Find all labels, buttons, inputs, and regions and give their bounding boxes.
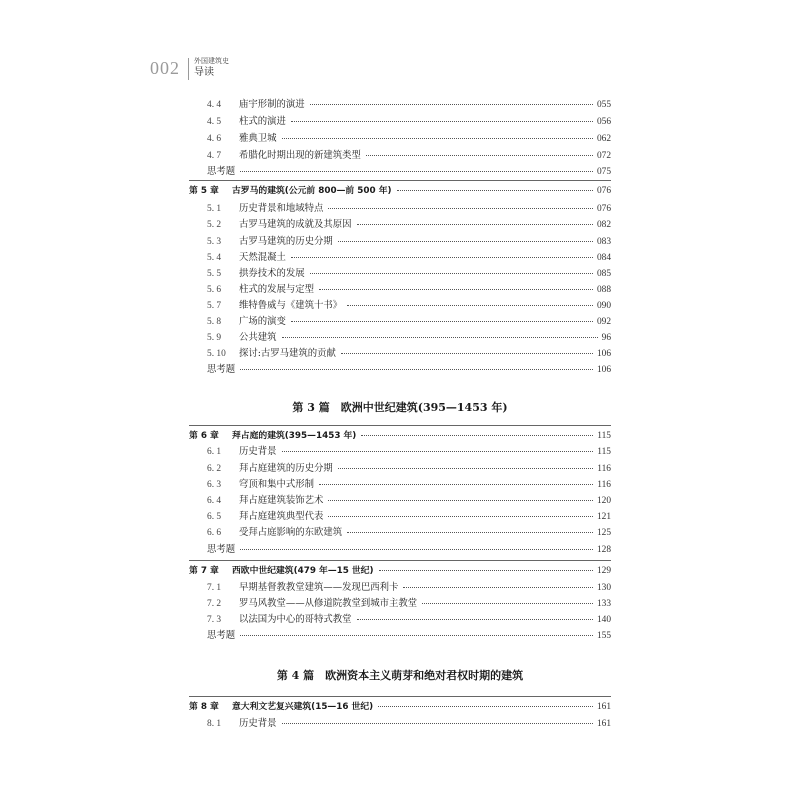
chapter-entry[interactable] [0,563,800,579]
entry-page-number: 121 [596,512,611,522]
section-number: 5. 3 [207,237,222,247]
chapter-rule [189,180,611,181]
section-number: 5. 1 [207,204,222,214]
section-number: 6. 4 [207,496,222,506]
section-number: 6. 5 [207,512,222,522]
entry-title: 意大利文艺复兴建筑(15—16 世纪) [232,702,374,712]
section-entry[interactable] [0,298,800,314]
leader-dots [282,138,593,139]
entry-title: 庙宇形制的演进 [239,99,305,110]
leader-dots [291,257,593,258]
entry-page-number: 133 [596,599,611,609]
entry-page-number: 125 [596,528,611,538]
section-number: 7. 2 [207,599,222,609]
chapter-number: 第 6 章 [189,431,219,441]
section-entry[interactable] [0,201,800,217]
entry-title: 柱式的演进 [239,116,286,127]
section-number: 6. 1 [207,447,222,457]
section-entry[interactable] [0,461,800,477]
entry-page-number: 106 [596,365,611,375]
section-entry[interactable] [0,97,800,113]
entry-title: 广场的演变 [239,316,286,327]
entry-page-number: 085 [596,269,611,279]
section-entry[interactable] [0,314,800,330]
header-divider [188,58,189,80]
entry-page-number: 055 [596,100,611,110]
leader-dots [282,723,593,724]
leader-dots [240,635,593,636]
entry-title: 探讨:古罗马建筑的贡献 [239,348,336,359]
questions-entry[interactable] [0,628,800,644]
entry-title: 拱券技术的发展 [239,268,305,279]
entry-title: 雅典卫城 [239,133,277,144]
leader-dots [397,190,593,191]
section-entry[interactable] [0,266,800,282]
section-entry[interactable] [0,131,800,147]
entry-page-number: 155 [596,631,611,641]
entry-page-number: 161 [596,719,611,729]
section-number: 6. 6 [207,528,222,538]
leader-dots [282,451,593,452]
chapter-entry[interactable] [0,428,800,444]
entry-title: 古罗马建筑的成就及其原因 [239,219,352,230]
entry-page-number: 056 [596,117,611,127]
entry-page-number: 106 [596,349,611,359]
leader-dots [422,603,593,604]
section-number: 5. 7 [207,301,222,311]
entry-page-number: 082 [596,220,611,230]
entry-page-number: 083 [596,237,611,247]
leader-dots [361,435,593,436]
entry-page-number: 092 [596,317,611,327]
entry-page-number: 090 [596,301,611,311]
section-entry[interactable] [0,444,800,460]
entry-title: 拜占庭的建筑(395—1453 年) [232,431,357,441]
leader-dots [403,587,593,588]
entry-title: 思考题 [207,544,236,555]
part-heading-4: 第 4 篇 欧洲资本主义萌芽和绝对君权时期的建筑 [276,669,524,682]
entry-title: 古罗马建筑的历史分期 [239,236,333,247]
section-entry[interactable] [0,493,800,509]
leader-dots [338,241,593,242]
leader-dots [357,619,593,620]
section-number: 5. 4 [207,253,222,263]
leader-dots [240,549,593,550]
entry-page-number: 115 [597,447,611,457]
chapter-entry[interactable] [0,183,800,199]
entry-title: 拜占庭建筑装饰艺术 [239,495,324,506]
entry-title: 思考题 [207,364,236,375]
book-title: 外国建筑史 [194,57,229,65]
section-entry[interactable] [0,148,800,164]
entry-page-number: 116 [597,464,611,474]
entry-title: 拜占庭建筑典型代表 [239,511,324,522]
leader-dots [347,532,593,533]
entry-page-number: 128 [596,545,611,555]
leader-dots [378,706,593,707]
entry-page-number: 130 [596,583,611,593]
section-number: 5. 2 [207,220,222,230]
chapter-number: 第 8 章 [189,702,219,712]
leader-dots [347,305,593,306]
section-number: 7. 3 [207,615,222,625]
leader-dots [328,208,593,209]
chapter-number: 第 7 章 [189,566,219,576]
entry-page-number: 062 [596,134,611,144]
section-entry[interactable] [0,114,800,130]
section-number: 5. 8 [207,317,222,327]
section-entry[interactable] [0,596,800,612]
entry-page-number: 072 [596,151,611,161]
entry-title: 穹顶和集中式形制 [239,479,315,490]
chapter-number: 第 5 章 [189,186,219,196]
leader-dots [341,353,593,354]
chapter-rule [189,425,611,426]
entry-title: 天然混凝土 [239,252,286,263]
section-number: 4. 7 [207,151,222,161]
leader-dots [319,484,593,485]
section-entry[interactable] [0,217,800,233]
entry-title: 以法国为中心的哥特式教堂 [239,614,352,625]
section-entry[interactable] [0,330,800,346]
leader-dots [379,570,593,571]
section-number: 6. 2 [207,464,222,474]
leader-dots [240,369,593,370]
entry-title: 西欧中世纪建筑(479 年—15 世纪) [232,566,374,576]
entry-page-number: 120 [596,496,611,506]
part-heading-3: 第 3 篇 欧洲中世纪建筑(395—1453 年) [292,401,508,414]
entry-page-number: 076 [596,186,611,196]
leader-dots [328,516,593,517]
questions-entry[interactable] [0,542,800,558]
entry-title: 思考题 [207,166,236,177]
section-number: 5. 9 [207,333,222,343]
entry-page-number: 129 [596,566,611,576]
section-number: 6. 3 [207,480,222,490]
section-entry[interactable] [0,346,800,362]
entry-page-number: 076 [596,204,611,214]
entry-title: 受拜占庭影响的东欧建筑 [239,527,343,538]
section-number: 5. 5 [207,269,222,279]
entry-page-number: 96 [601,333,611,343]
entry-page-number: 088 [596,285,611,295]
section-title: 导读 [194,67,214,78]
section-entry[interactable] [0,250,800,266]
leader-dots [310,104,593,105]
entry-title: 希腊化时期出现的新建筑类型 [239,150,361,161]
entry-title: 柱式的发展与定型 [239,284,315,295]
leader-dots [357,224,593,225]
entry-title: 早期基督教教堂建筑——发现巴西利卡 [239,582,399,593]
leader-dots [282,337,598,338]
entry-title: 拜占庭建筑的历史分期 [239,463,333,474]
section-entry[interactable] [0,525,800,541]
entry-title: 历史背景和地域特点 [239,203,324,214]
entry-page-number: 140 [596,615,611,625]
section-entry[interactable] [0,282,800,298]
page-number: 002 [150,58,180,78]
section-number: 5. 10 [207,349,226,359]
entry-title: 历史背景 [239,718,277,729]
leader-dots [319,289,593,290]
section-entry[interactable] [0,477,800,493]
section-number: 5. 6 [207,285,222,295]
leader-dots [366,155,593,156]
entry-page-number: 161 [596,702,611,712]
entry-title: 维特鲁威与《建筑十书》 [239,300,343,311]
questions-entry[interactable] [0,362,800,378]
entry-title: 思考题 [207,630,236,641]
entry-title: 古罗马的建筑(公元前 800—前 500 年) [232,186,392,196]
section-number: 7. 1 [207,583,222,593]
entry-page-number: 075 [596,167,611,177]
leader-dots [291,321,593,322]
section-number: 4. 6 [207,134,222,144]
section-entry[interactable] [0,580,800,596]
entry-page-number: 116 [597,480,611,490]
chapter-rule [189,560,611,561]
entry-page-number: 115 [597,431,611,441]
questions-entry[interactable] [0,164,800,180]
entry-page-number: 084 [596,253,611,263]
entry-title: 罗马风教堂——从修道院教堂到城市主教堂 [239,598,418,609]
section-entry[interactable] [0,612,800,628]
leader-dots [338,468,593,469]
chapter-entry[interactable] [0,699,800,715]
section-number: 8. 1 [207,719,222,729]
entry-title: 历史背景 [239,446,277,457]
leader-dots [328,500,593,501]
leader-dots [291,121,593,122]
leader-dots [310,273,593,274]
leader-dots [240,171,593,172]
section-entry[interactable] [0,716,800,732]
entry-title: 公共建筑 [239,332,277,343]
section-number: 4. 4 [207,100,222,110]
chapter-rule [189,696,611,697]
section-number: 4. 5 [207,117,222,127]
section-entry[interactable] [0,234,800,250]
section-entry[interactable] [0,509,800,525]
